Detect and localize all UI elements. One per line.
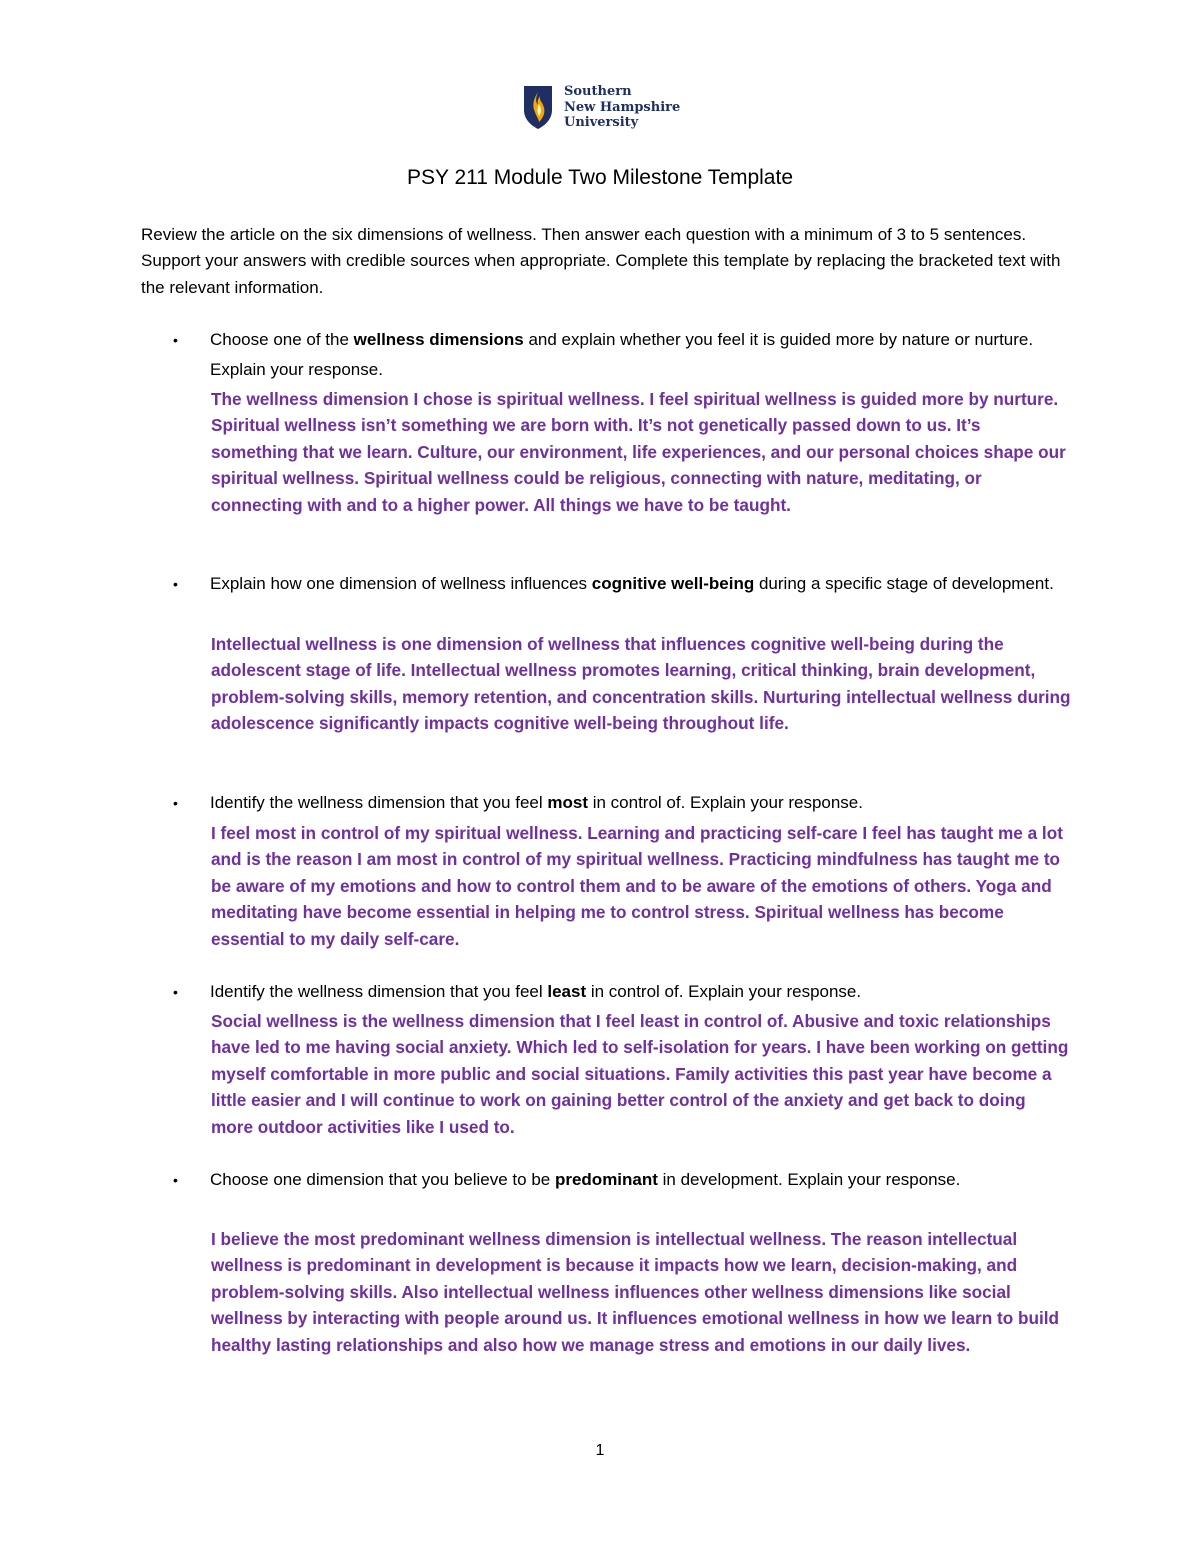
answer-4: Social wellness is the wellness dimension that I feel least in control of. Abusive and toxic relationships have led to me having social anxiety. Which led to self-isolation for years. I have been working on getting myself comfortable in more public and social situations. Family activities this past year have become a little easier and I will continue to work on gaining better control of the anxiety and get back to doing more outdoor activities like I used to. (211, 1011, 1069, 1137)
answer-1: The wellness dimension I chose is spiritual wellness. I feel spiritual wellness is guided more by nurture. Spiritual wellness isn’t something we are born with. It’s not genetically passed down to us. It’s something that we learn. Culture, our environment, life experiences, and our personal choices shape our spiritual wellness. Spiritual wellness could be religious, connecting with nature, meditating, or connecting with and to a higher power. All things we have to be taught. (211, 389, 1066, 515)
question-2 (173, 569, 1080, 599)
bullet-icon: • (173, 984, 178, 1000)
answer-2: Intellectual wellness is one dimension of wellness that influences cognitive well-being during the adolescent stage of life. Intellectual wellness promotes learning, critical thinking, brain development, problem-solving skills, memory retention, and concentration skills. Nurturing intellectual wellness during adolescence significantly impacts cognitive well-being throughout life. (211, 634, 1071, 734)
answer-3: I feel most in control of my spiritual wellness. Learning and practicing self-care I feel has taught me a lot and is the reason I am most in control of my spiritual wellness. Practicing mindfulness has taught me to be aware of my emotions and how to control them and to be aware of the emotions of others. Yoga and meditating have become essential in helping me to control stress. Spiritual wellness has become essential to my daily self-care. (211, 823, 1063, 949)
question-text-post: in control of. Explain your response. (586, 982, 862, 1001)
question-text-pre: Identify the wellness dimension that you feel (210, 982, 548, 1001)
question-text-pre: Choose one of the (210, 330, 354, 349)
logo-line-3: University (564, 115, 639, 130)
question-text-pre: Choose one dimension that you believe to be (210, 1170, 555, 1189)
question-3 (173, 788, 1080, 818)
question-keyword: cognitive well-being (591, 574, 755, 593)
shield-flame-icon (522, 84, 554, 130)
logo-line-1: Southern (564, 84, 632, 99)
question-5 (173, 1165, 1080, 1195)
bullet-icon: • (173, 576, 178, 592)
question-text-pre: Explain how one dimension of wellness influences (210, 574, 592, 593)
bullet-icon: • (173, 1172, 178, 1188)
question-keyword: wellness dimensions (353, 330, 524, 349)
logo-wordmark (564, 84, 680, 131)
question-text-post: in development. Explain your response. (657, 1170, 961, 1189)
bullet-icon: • (173, 332, 178, 348)
question-text-pre: Identify the wellness dimension that you feel (210, 793, 548, 812)
university-logo (522, 84, 680, 131)
page-title: PSY 211 Module Two Milestone Template (406, 166, 793, 189)
bullet-icon: • (173, 795, 178, 811)
answer-5: I believe the most predominant wellness dimension is intellectual wellness. The reason intellectual wellness is predominant in development is because it impacts how we learn, decision-making, and problem-solving skills. Also intellectual wellness influences other wellness dimensions like social wellness by interacting with people around us. It influences emotional wellness in how we learn to build healthy lasting relationships and also how we manage stress and emotions in our daily lives. (211, 1229, 1060, 1355)
page-number: 1 (595, 1442, 605, 1459)
logo-line-2: New Hampshire (564, 99, 681, 115)
question-text-post: in control of. Explain your response. (588, 793, 863, 812)
question-keyword: least (547, 982, 587, 1001)
question-4 (173, 977, 1080, 1007)
question-keyword: predominant (554, 1170, 658, 1189)
intro-paragraph: Review the article on the six dimensions of wellness. Then answer each question with a minimum of 3 to 5 sentences. Support your answers with credible sources when appropriate. Complete this template by replacing the bracketed text with the relevant information. (141, 225, 1061, 297)
question-keyword: most (547, 793, 588, 812)
question-1 (173, 325, 1080, 385)
question-text-post: and explain whether you feel it is guided more by nature or nurture. Explain your response. (210, 330, 1034, 379)
question-text-post: during a specific stage of development. (754, 574, 1054, 593)
